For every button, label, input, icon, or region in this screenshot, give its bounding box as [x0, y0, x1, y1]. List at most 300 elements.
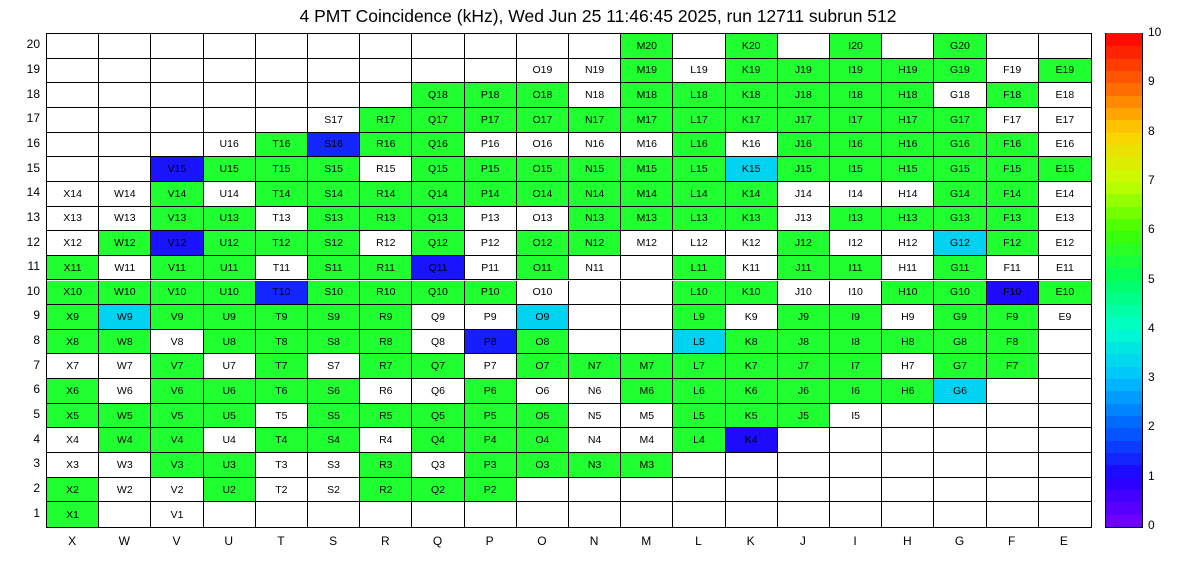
heatmap-cell-label: T16	[272, 138, 291, 151]
heatmap-cell-label: N17	[584, 113, 605, 126]
heatmap-cell-label: T15	[272, 163, 291, 176]
colorbar-segment	[1106, 58, 1142, 71]
x-axis-tick-label: I	[853, 534, 857, 548]
heatmap-grid	[46, 33, 1092, 528]
heatmap-cell-label: P5	[483, 409, 497, 422]
colorbar-segment	[1106, 502, 1142, 515]
heatmap-cell-label: Q12	[428, 237, 448, 249]
heatmap-cell	[47, 354, 99, 379]
heatmap-cell	[621, 379, 673, 404]
heatmap-cell-label: P17	[480, 113, 500, 126]
heatmap-cell	[360, 305, 412, 330]
heatmap-cell-label: P13	[480, 212, 500, 225]
heatmap-cell	[569, 157, 621, 182]
heatmap-cell	[360, 256, 412, 281]
heatmap-cell	[621, 404, 673, 429]
x-axis-tick-label: U	[224, 534, 234, 548]
heatmap-cell-label: L13	[690, 212, 708, 225]
colorbar-segment	[1106, 243, 1142, 256]
heatmap-cell-label: M13	[636, 212, 657, 225]
heatmap-cell	[882, 182, 934, 207]
y-axis-tick-label: 16	[26, 135, 40, 150]
heatmap-cell	[151, 256, 203, 281]
heatmap-cell	[517, 83, 569, 108]
heatmap-cell-label: J19	[794, 64, 812, 77]
heatmap-cell	[726, 478, 778, 503]
heatmap-cell	[412, 404, 464, 429]
heatmap-cell	[47, 157, 99, 182]
heatmap-cell	[99, 133, 151, 158]
heatmap-cell	[360, 83, 412, 108]
heatmap-cell	[308, 157, 360, 182]
heatmap-cell-label: V1	[170, 508, 184, 521]
heatmap-cell-label: G7	[952, 360, 967, 373]
heatmap-cell-label: M20	[636, 39, 657, 52]
heatmap-cell	[360, 182, 412, 207]
heatmap-cell	[1039, 207, 1091, 232]
heatmap-cell	[308, 231, 360, 256]
heatmap-cell-label: Q14	[428, 187, 448, 200]
heatmap-cell	[204, 34, 256, 59]
heatmap-cell-label: W13	[113, 212, 136, 225]
heatmap-cell-label: G16	[950, 138, 970, 151]
heatmap-cell	[412, 453, 464, 478]
heatmap-cell	[47, 108, 99, 133]
heatmap-cell-label: N6	[587, 384, 602, 397]
heatmap-cell-label: F10	[1003, 286, 1022, 299]
heatmap-cell-label: J18	[794, 89, 812, 102]
heatmap-cell	[987, 404, 1039, 429]
x-axis-tick-label: P	[485, 534, 494, 548]
y-axis-tick-label: 5	[33, 407, 40, 422]
heatmap-cell	[465, 133, 517, 158]
heatmap-cell-label: R5	[379, 409, 393, 422]
heatmap-cell-label: I10	[848, 286, 863, 299]
heatmap-cell	[360, 478, 412, 503]
heatmap-cell	[569, 404, 621, 429]
heatmap-cell	[569, 281, 621, 306]
heatmap-cell	[99, 157, 151, 182]
heatmap-cell-label: I5	[851, 409, 860, 422]
heatmap-cell	[726, 59, 778, 84]
heatmap-cell-label: G9	[952, 310, 967, 323]
heatmap-cell-label: T8	[275, 335, 288, 348]
heatmap-cell-label: G14	[950, 187, 970, 200]
heatmap-cell	[1039, 404, 1091, 429]
heatmap-cell	[726, 453, 778, 478]
heatmap-cell	[987, 453, 1039, 478]
heatmap-cell	[569, 453, 621, 478]
heatmap-cell	[99, 305, 151, 330]
heatmap-cell	[151, 231, 203, 256]
heatmap-cell	[151, 34, 203, 59]
heatmap-cell-label: E19	[1055, 64, 1075, 77]
heatmap-cell-label: L12	[690, 237, 708, 249]
heatmap-cell-label: H15	[898, 163, 918, 176]
colorbar-segment	[1106, 514, 1142, 527]
colorbar-segment	[1106, 280, 1142, 293]
heatmap-cell-label: W2	[116, 483, 133, 496]
heatmap-cell-label: T7	[275, 360, 288, 373]
heatmap-cell	[1039, 478, 1091, 503]
heatmap-cell	[465, 108, 517, 133]
heatmap-cell-label: I6	[851, 384, 860, 397]
x-axis-tick-label: T	[277, 534, 285, 548]
heatmap-cell-label: S11	[324, 261, 343, 274]
heatmap-cell-label: O3	[535, 458, 550, 471]
heatmap-cell	[934, 502, 986, 527]
heatmap-cell	[151, 305, 203, 330]
heatmap-cell	[673, 502, 725, 527]
heatmap-cell	[204, 453, 256, 478]
heatmap-cell-label: P14	[480, 187, 500, 200]
colorbar-segment	[1106, 305, 1142, 318]
heatmap-cell	[517, 133, 569, 158]
heatmap-cell-label: F7	[1006, 360, 1019, 373]
heatmap-cell	[569, 59, 621, 84]
heatmap-cell	[465, 305, 517, 330]
heatmap-cell	[99, 478, 151, 503]
heatmap-cell	[256, 83, 308, 108]
heatmap-cell-label: O4	[535, 434, 550, 447]
heatmap-cell	[47, 133, 99, 158]
heatmap-cell	[308, 207, 360, 232]
heatmap-cell-label: F11	[1003, 261, 1021, 274]
heatmap-cell-label: O13	[532, 212, 553, 225]
heatmap-cell-label: N13	[584, 212, 605, 225]
heatmap-cell-label: V14	[167, 187, 187, 200]
heatmap-cell-label: H16	[898, 138, 918, 151]
heatmap-cell	[882, 133, 934, 158]
heatmap-cell-label: G17	[950, 113, 970, 126]
colorbar-segment	[1106, 329, 1142, 342]
heatmap-cell	[151, 59, 203, 84]
heatmap-cell-label: H12	[898, 237, 918, 249]
heatmap-cell	[726, 379, 778, 404]
heatmap-cell	[360, 354, 412, 379]
heatmap-cell	[465, 281, 517, 306]
heatmap-cell-label: J16	[794, 138, 812, 151]
heatmap-cell	[151, 182, 203, 207]
heatmap-cell	[778, 281, 830, 306]
heatmap-cell-label: X1	[66, 508, 80, 521]
heatmap-cell	[1039, 354, 1091, 379]
heatmap-cell	[204, 404, 256, 429]
heatmap-cell	[256, 428, 308, 453]
heatmap-cell-label: I8	[851, 335, 860, 348]
heatmap-cell	[726, 404, 778, 429]
heatmap-cell	[726, 281, 778, 306]
heatmap-cell	[256, 59, 308, 84]
heatmap-cell-label: L16	[690, 138, 708, 151]
y-axis-tick-label: 7	[33, 357, 40, 372]
heatmap-cell-label: T10	[272, 286, 291, 299]
heatmap-cell	[673, 256, 725, 281]
heatmap-cell	[517, 354, 569, 379]
heatmap-cell-label: T5	[275, 409, 288, 422]
heatmap-cell	[412, 379, 464, 404]
heatmap-cell-label: T9	[275, 310, 288, 323]
heatmap-cell	[987, 502, 1039, 527]
heatmap-cell	[621, 428, 673, 453]
heatmap-cell	[99, 281, 151, 306]
heatmap-cell-label: M15	[636, 163, 657, 176]
heatmap-cell-label: M7	[639, 360, 655, 373]
heatmap-cell	[517, 305, 569, 330]
heatmap-cell-label: Q16	[428, 138, 448, 151]
heatmap-cell	[204, 330, 256, 355]
x-axis-tick-label: G	[954, 534, 965, 548]
heatmap-cell	[621, 157, 673, 182]
x-axis-tick-label: J	[799, 534, 806, 548]
heatmap-cell	[151, 281, 203, 306]
heatmap-cell-label: X8	[66, 335, 80, 348]
heatmap-cell	[987, 354, 1039, 379]
heatmap-cell-label: X7	[66, 360, 80, 373]
colorbar-segment	[1106, 132, 1142, 145]
heatmap-cell	[465, 453, 517, 478]
heatmap-cell	[673, 207, 725, 232]
heatmap-cell-label: U16	[219, 138, 239, 151]
heatmap-cell-label: L10	[690, 286, 708, 299]
heatmap-cell	[151, 330, 203, 355]
heatmap-cell-label: R17	[376, 113, 396, 126]
colorbar-segment	[1106, 440, 1142, 453]
heatmap-cell-label: Q8	[430, 335, 445, 348]
heatmap-cell	[256, 207, 308, 232]
heatmap-cell	[465, 428, 517, 453]
heatmap-cell-label: X11	[63, 261, 82, 274]
heatmap-cell	[308, 379, 360, 404]
heatmap-cell-label: G12	[950, 237, 970, 249]
heatmap-cell	[151, 453, 203, 478]
heatmap-cell	[517, 404, 569, 429]
heatmap-cell	[360, 157, 412, 182]
heatmap-cell-label: I16	[848, 138, 863, 151]
heatmap-cell	[151, 502, 203, 527]
colorbar-tick-label: 6	[1148, 222, 1155, 237]
heatmap-cell	[412, 354, 464, 379]
x-axis-tick-label: V	[172, 534, 181, 548]
heatmap-cell	[412, 182, 464, 207]
heatmap-cell	[47, 404, 99, 429]
heatmap-cell	[412, 83, 464, 108]
heatmap-cell-label: V2	[170, 483, 184, 496]
heatmap-cell-label: T2	[275, 483, 288, 496]
heatmap-cell-label: P12	[480, 237, 500, 249]
heatmap-cell-label: K9	[744, 310, 758, 323]
heatmap-cell-label: N7	[587, 360, 602, 373]
heatmap-cell	[830, 404, 882, 429]
heatmap-cell-label: U12	[219, 237, 239, 249]
heatmap-cell-label: X10	[63, 286, 82, 299]
heatmap-cell	[47, 256, 99, 281]
heatmap-cell-label: R4	[379, 434, 393, 447]
heatmap-cell-label: F9	[1006, 310, 1019, 323]
heatmap-cell-label: R9	[379, 310, 393, 323]
heatmap-cell	[151, 108, 203, 133]
heatmap-cell-label: W14	[113, 187, 136, 200]
heatmap-cell	[360, 207, 412, 232]
heatmap-cell	[882, 379, 934, 404]
heatmap-cell-label: L15	[690, 163, 708, 176]
heatmap-cell-label: W5	[116, 409, 133, 422]
heatmap-cell-label: P6	[483, 384, 497, 397]
heatmap-cell	[830, 207, 882, 232]
heatmap-cell	[882, 59, 934, 84]
heatmap-cell-label: W4	[116, 434, 133, 447]
heatmap-cell-label: G18	[950, 89, 970, 102]
heatmap-cell	[934, 478, 986, 503]
y-axis-tick-label: 19	[26, 61, 40, 76]
heatmap-cell-label: E13	[1055, 212, 1075, 225]
colorbar-segment	[1106, 46, 1142, 59]
heatmap-cell	[882, 354, 934, 379]
heatmap-cell	[673, 157, 725, 182]
heatmap-cell	[673, 108, 725, 133]
heatmap-cell	[569, 182, 621, 207]
heatmap-cell-label: J6	[797, 384, 809, 397]
heatmap-cell-label: P11	[481, 261, 500, 274]
heatmap-cell	[151, 478, 203, 503]
heatmap-cell-label: W6	[116, 384, 133, 397]
heatmap-cell	[517, 502, 569, 527]
y-axis-tick-label: 1	[33, 505, 40, 520]
heatmap-cell-label: V5	[170, 409, 184, 422]
heatmap-cell	[308, 354, 360, 379]
heatmap-cell-label: M19	[636, 64, 657, 77]
colorbar-segment	[1106, 465, 1142, 478]
heatmap-cell	[830, 330, 882, 355]
heatmap-cell	[882, 281, 934, 306]
heatmap-cell	[1039, 428, 1091, 453]
heatmap-cell	[882, 83, 934, 108]
heatmap-cell-label: K11	[742, 261, 761, 274]
x-axis-tick-label: O	[537, 534, 547, 548]
heatmap-cell	[778, 428, 830, 453]
heatmap-cell	[204, 305, 256, 330]
heatmap-cell	[204, 207, 256, 232]
heatmap-cell	[99, 108, 151, 133]
heatmap-cell-label: J5	[797, 409, 809, 422]
heatmap-cell-label: V15	[167, 163, 187, 176]
heatmap-cell	[778, 34, 830, 59]
heatmap-cell	[99, 379, 151, 404]
heatmap-cell-label: J14	[794, 187, 812, 200]
heatmap-cell-label: S5	[327, 409, 341, 422]
heatmap-cell	[465, 59, 517, 84]
heatmap-cell-label: U8	[222, 335, 236, 348]
heatmap-cell	[569, 34, 621, 59]
colorbar-segment	[1106, 95, 1142, 108]
heatmap-cell	[934, 428, 986, 453]
colorbar-tick-label: 5	[1148, 271, 1155, 286]
y-axis-tick-label: 4	[33, 431, 40, 446]
heatmap-cell-label: F18	[1003, 89, 1022, 102]
x-axis-tick-label: S	[329, 534, 338, 548]
heatmap-cell-label: I17	[848, 113, 863, 126]
heatmap-cell-label: O17	[532, 113, 553, 126]
heatmap-cell	[934, 157, 986, 182]
heatmap-cell	[726, 502, 778, 527]
heatmap-cell-label: X6	[66, 384, 80, 397]
colorbar-segment	[1106, 354, 1142, 367]
heatmap-cell-label: M4	[639, 434, 655, 447]
heatmap-cell	[934, 231, 986, 256]
heatmap-cell	[47, 330, 99, 355]
heatmap-cell	[256, 157, 308, 182]
heatmap-cell	[360, 231, 412, 256]
heatmap-cell	[726, 354, 778, 379]
heatmap-cell	[465, 182, 517, 207]
heatmap-cell-label: I19	[848, 64, 863, 77]
heatmap-cell	[412, 108, 464, 133]
heatmap-cell-label: S4	[327, 434, 341, 447]
y-axis-tick-label: 11	[27, 259, 40, 274]
heatmap-cell	[256, 330, 308, 355]
heatmap-cell-label: O10	[532, 286, 553, 299]
heatmap-cell-label: M3	[639, 458, 655, 471]
heatmap-cell-label: S7	[327, 360, 341, 373]
heatmap-cell-label: G8	[952, 335, 967, 348]
heatmap-cell-label: O7	[535, 360, 550, 373]
heatmap-cell	[99, 207, 151, 232]
heatmap-cell	[934, 108, 986, 133]
heatmap-cell	[412, 34, 464, 59]
heatmap-cell-label: H10	[898, 286, 918, 299]
heatmap-cell-label: O14	[532, 187, 553, 200]
heatmap-cell-label: I7	[851, 360, 860, 373]
colorbar-tick-label: 9	[1148, 74, 1155, 89]
colorbar-tick-label: 2	[1148, 419, 1155, 434]
heatmap-cell	[465, 354, 517, 379]
heatmap-cell	[517, 478, 569, 503]
heatmap-cell	[673, 59, 725, 84]
heatmap-cell-label: H17	[898, 113, 918, 126]
y-axis-tick-label: 8	[33, 333, 40, 348]
heatmap-cell-label: O11	[532, 261, 552, 274]
heatmap-cell	[517, 281, 569, 306]
heatmap-cell	[465, 207, 517, 232]
heatmap-cell	[204, 379, 256, 404]
heatmap-cell-label: J12	[794, 237, 812, 249]
heatmap-cell	[465, 404, 517, 429]
heatmap-cell	[778, 133, 830, 158]
heatmap-cell-label: P7	[483, 360, 497, 373]
heatmap-cell	[47, 305, 99, 330]
colorbar-tick-label: 1	[1148, 468, 1155, 483]
heatmap-cell	[934, 453, 986, 478]
heatmap-cell-label: O5	[535, 409, 550, 422]
heatmap-cell	[151, 207, 203, 232]
heatmap-cell	[987, 182, 1039, 207]
heatmap-cell	[412, 478, 464, 503]
heatmap-cell-label: M6	[639, 384, 655, 397]
heatmap-cell	[412, 281, 464, 306]
heatmap-cell-label: F14	[1003, 187, 1022, 200]
heatmap-cell	[99, 428, 151, 453]
heatmap-cell	[569, 354, 621, 379]
heatmap-cell	[256, 281, 308, 306]
heatmap-cell	[1039, 330, 1091, 355]
heatmap-cell-label: Q6	[430, 384, 445, 397]
heatmap-cell	[308, 182, 360, 207]
heatmap-cell	[517, 256, 569, 281]
heatmap-cell-label: V4	[170, 434, 184, 447]
heatmap-cell	[47, 59, 99, 84]
heatmap-cell-label: V3	[170, 458, 184, 471]
colorbar-tick-label: 4	[1148, 320, 1155, 335]
